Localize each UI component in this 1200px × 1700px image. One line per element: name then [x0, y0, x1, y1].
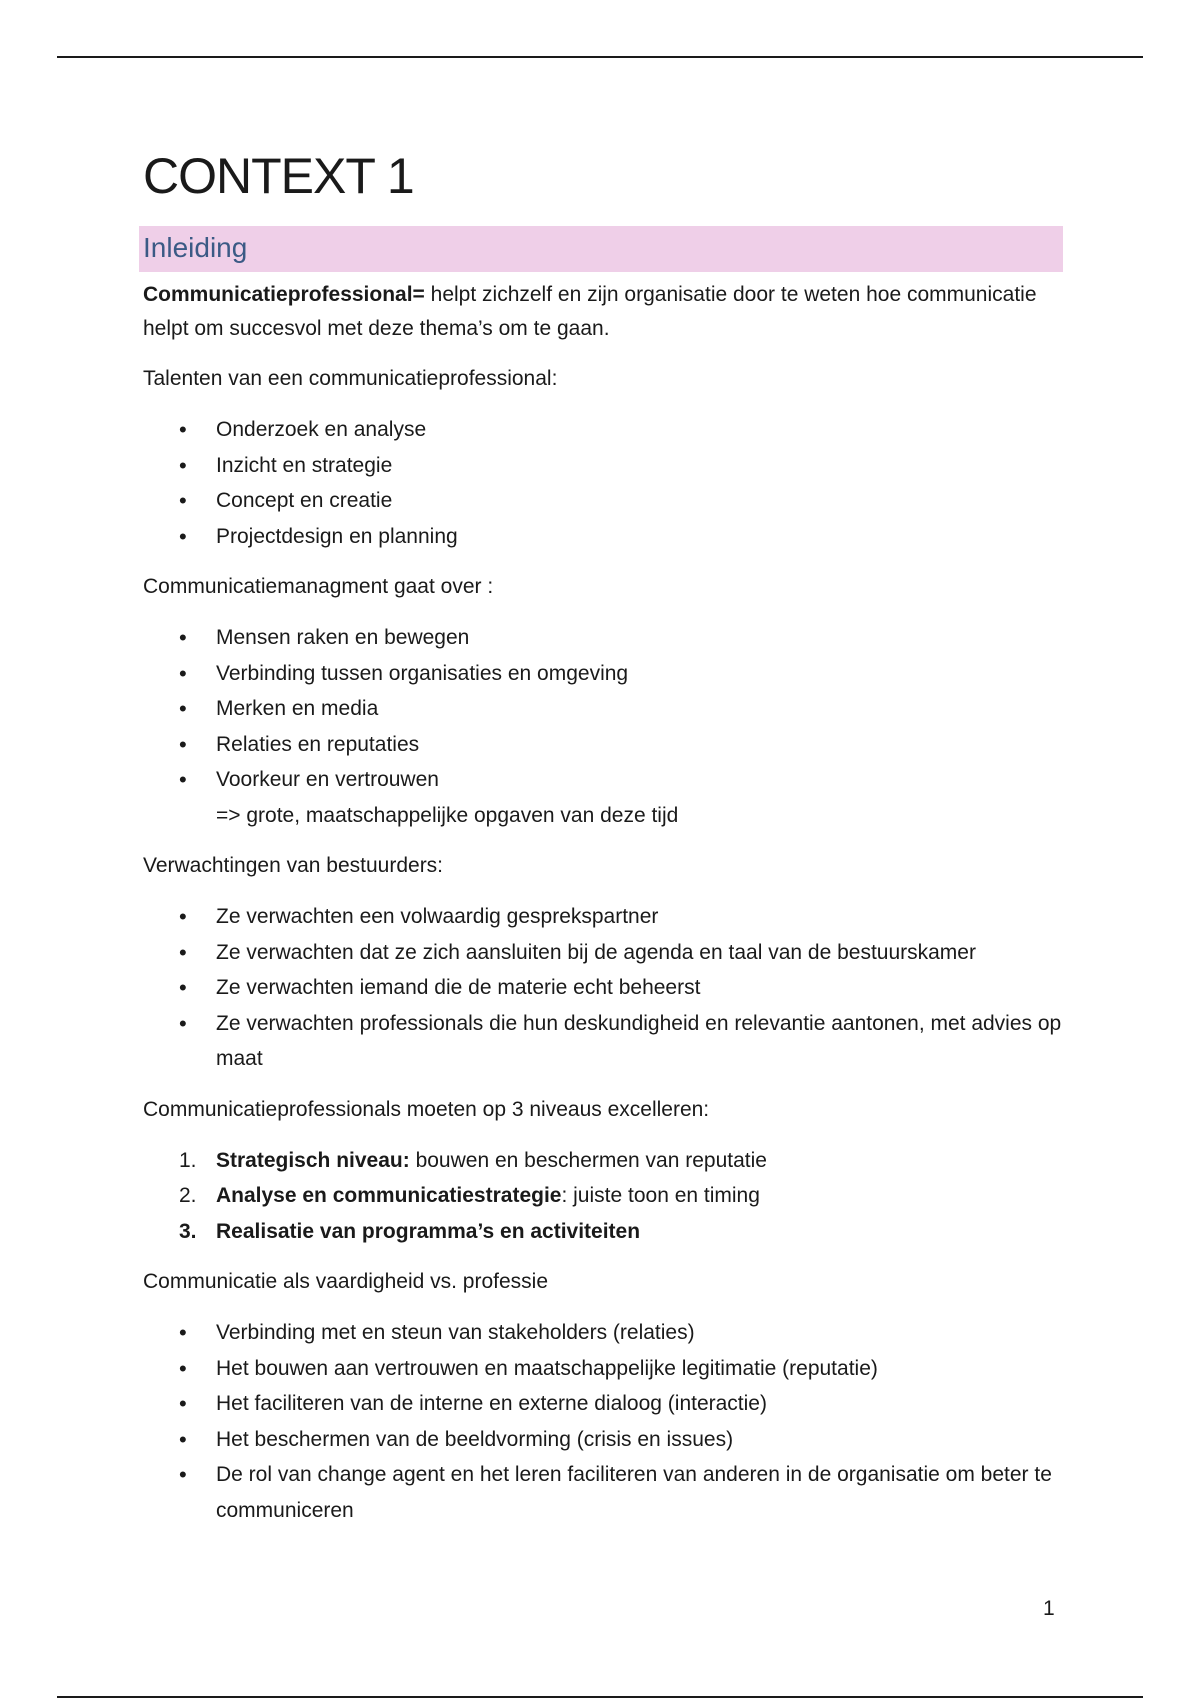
list-item: • Merken en media	[143, 691, 1063, 727]
list-item: • Verbinding tussen organisaties en omgeving	[143, 656, 1063, 692]
item-number: 1.	[179, 1148, 197, 1172]
list-item: • Mensen raken en bewegen	[143, 620, 1063, 656]
verwachtingen-list	[143, 899, 1063, 1077]
item-number: 2.	[179, 1184, 197, 1207]
management-list	[143, 620, 1063, 833]
item-number: 3.	[179, 1219, 197, 1243]
list-item	[143, 762, 1063, 833]
list-item: • Inzicht en strategie	[143, 448, 1063, 484]
list-item: • Ze verwachten dat ze zich aansluiten bij de agenda en taal van de bestuurskamer	[143, 935, 1063, 971]
vaardigheid-intro: Communicatie als vaardigheid vs. professie	[143, 1270, 549, 1293]
verwachtingen-intro: Verwachtingen van bestuurders:	[143, 854, 444, 877]
list-item: • Ze verwachten iemand die de materie echt beheerst	[143, 970, 1063, 1006]
item-bold: Strategisch niveau:	[216, 1148, 410, 1172]
management-intro: Communicatiemanagment gaat over :	[143, 575, 494, 598]
niveaus-intro: Communicatieprofessionals moeten op 3 niveaus excelleren:	[143, 1097, 710, 1121]
section-heading: Inleiding	[139, 226, 1063, 272]
list-item: • Het bouwen aan vertrouwen en maatschappelijke legitimatie (reputatie)	[143, 1351, 1063, 1387]
talenten-list	[143, 412, 1063, 554]
definition-term: Communicatieprofessional=	[143, 283, 425, 306]
item-bold: Analyse en communicatiestrategie	[216, 1184, 562, 1207]
numbered-item	[143, 1214, 1063, 1250]
document-body	[143, 140, 1063, 1528]
definition-paragraph	[143, 278, 1063, 346]
list-item: • Het beschermen van de beeldvorming (crisis en issues)	[143, 1422, 1063, 1458]
niveaus-list	[143, 1143, 1063, 1250]
header-rule	[57, 56, 1143, 58]
footer-rule	[57, 1696, 1143, 1698]
management-note: => grote, maatschappelijke opgaven van deze tijd	[216, 803, 679, 827]
vaardigheid-list	[143, 1315, 1063, 1528]
list-item: • Ze verwachten een volwaardig gesprekspartner	[143, 899, 1063, 935]
page-number: 1	[1043, 1597, 1055, 1620]
list-item: • Projectdesign en planning	[143, 519, 1063, 555]
item-text: bouwen en beschermen van reputatie	[409, 1148, 767, 1172]
list-item: • Onderzoek en analyse	[143, 412, 1063, 448]
list-item: • De rol van change agent en het leren faciliteren van anderen in de organisatie om beter te communiceren	[143, 1457, 1063, 1528]
list-item: • Ze verwachten professionals die hun deskundigheid en relevantie aantonen, met advies op maat	[143, 1006, 1063, 1077]
numbered-item	[143, 1143, 1063, 1179]
numbered-item	[143, 1178, 1063, 1214]
item-bold: Realisatie van programma’s en activiteiten	[216, 1219, 641, 1243]
page-title: CONTEXT 1	[143, 148, 414, 204]
definition-text: helpt zichzelf en zijn organisatie door te weten hoe communicatie helpt om succesvol met deze thema’s om te gaan.	[143, 283, 1037, 340]
item-text: : juiste toon en timing	[561, 1184, 760, 1207]
list-item: • Verbinding met en steun van stakeholders (relaties)	[143, 1315, 1063, 1351]
list-item: • Relaties en reputaties	[143, 727, 1063, 763]
list-item-text: Voorkeur en vertrouwen	[216, 768, 439, 791]
talenten-intro: Talenten van een communicatieprofessional:	[143, 367, 558, 390]
list-item: • Concept en creatie	[143, 483, 1063, 519]
list-item: • Het faciliteren van de interne en externe dialoog (interactie)	[143, 1386, 1063, 1422]
